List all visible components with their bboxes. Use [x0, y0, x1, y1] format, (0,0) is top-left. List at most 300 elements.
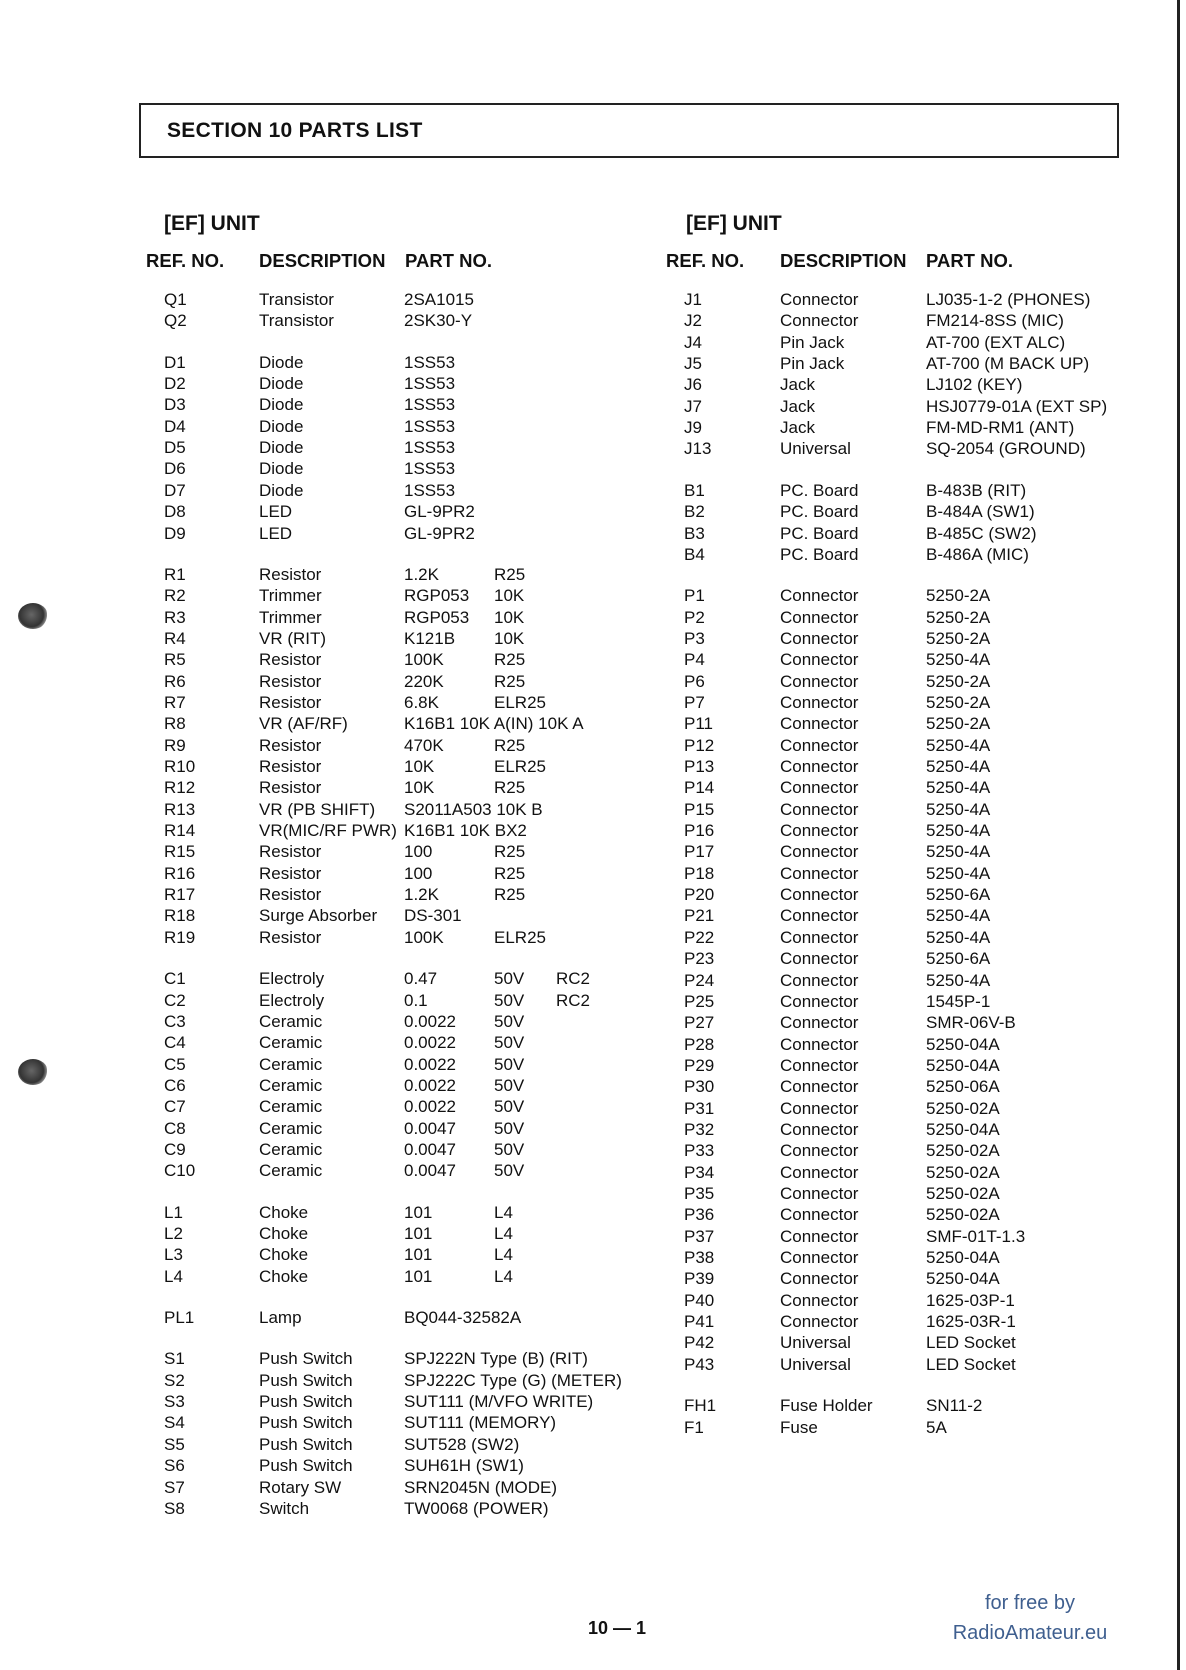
description-cell: Resistor	[259, 757, 322, 776]
table-row	[666, 906, 1166, 928]
part-no-cell: 100	[404, 863, 433, 883]
description-cell: Pin Jack	[780, 332, 845, 352]
table-row	[666, 693, 1166, 715]
part-no-cell: SUT528 (SW2)	[404, 1434, 520, 1454]
part-no-cell: 5250-04A	[926, 1269, 1000, 1289]
table-row	[666, 354, 1166, 376]
table-row	[666, 714, 1166, 736]
table-row	[666, 650, 1166, 672]
table-row	[146, 1076, 646, 1098]
description-cell: Diode	[259, 395, 304, 415]
table-row	[666, 736, 1166, 758]
description-cell: Connector	[780, 1034, 859, 1054]
part-no-cell: 0.0022	[404, 1075, 456, 1095]
part-no-cell: 0.47	[404, 969, 438, 989]
part-no-cell: 101	[404, 1224, 433, 1243]
ref-no-cell: R3	[164, 607, 186, 627]
ref-no-cell: R4	[164, 628, 186, 648]
description-cell: Fuse	[780, 1417, 818, 1437]
table-row	[666, 757, 1166, 779]
ref-no-cell: D2	[164, 374, 186, 394]
part-no-cell: 100K	[404, 650, 444, 670]
table-row	[666, 971, 1166, 993]
ref-no-cell: C5	[164, 1054, 186, 1074]
table-row	[666, 1333, 1166, 1355]
ref-no-cell: L1	[164, 1202, 183, 1222]
part-spec-cell: RC2	[556, 969, 591, 989]
ref-no-cell: C1	[164, 969, 186, 989]
ref-no-cell: R17	[164, 885, 196, 905]
part-no-cell: 6.8K	[404, 692, 439, 712]
table-row	[146, 1349, 646, 1371]
part-no-cell: 5250-4A	[926, 863, 991, 883]
table-row	[146, 1245, 646, 1267]
table-row	[666, 1205, 1166, 1227]
description-cell: Connector	[780, 927, 859, 947]
part-no-cell: 5250-04A	[926, 1119, 1000, 1139]
part-no-cell: DS-301	[404, 906, 462, 926]
ref-no-cell: R5	[164, 650, 186, 670]
table-row	[146, 586, 646, 608]
part-no-cell: 2SK30-Y	[404, 311, 473, 331]
part-spec-cell: 10K	[494, 607, 525, 627]
table-row	[666, 1184, 1166, 1206]
watermark-line2: RadioAmateur.eu	[952, 1622, 1108, 1644]
ref-no-cell: R18	[164, 906, 196, 926]
ref-no-cell: Q2	[164, 311, 187, 331]
part-no-cell: 5250-4A	[926, 970, 991, 990]
part-spec-cell: R25	[494, 885, 526, 905]
description-cell: PC. Board	[780, 523, 859, 543]
table-row	[666, 1355, 1166, 1377]
table-row	[146, 1478, 646, 1500]
table-row	[666, 885, 1166, 907]
ref-no-cell: P16	[684, 821, 715, 841]
description-cell: Switch	[259, 1498, 310, 1518]
ref-no-cell: P37	[684, 1226, 715, 1246]
part-no-cell: 5250-4A	[926, 842, 991, 862]
description-cell: Connector	[780, 714, 859, 734]
part-no-cell: 5250-4A	[926, 821, 991, 841]
part-no-cell: 5250-4A	[926, 735, 991, 755]
part-spec-cell: ELR25	[494, 927, 546, 947]
ref-no-cell: P39	[684, 1269, 715, 1289]
part-no-cell: LED Socket	[926, 1354, 1016, 1374]
description-cell: Connector	[780, 1055, 859, 1075]
ref-no-cell: D5	[164, 438, 186, 458]
description-cell: Diode	[259, 438, 304, 458]
part-no-cell: 5250-04A	[926, 1248, 1000, 1268]
ref-no-cell: D6	[164, 459, 186, 479]
description-cell: Ceramic	[259, 1118, 323, 1138]
description-cell: Jack	[780, 375, 815, 395]
ref-no-cell: R12	[164, 778, 196, 798]
part-spec-cell: 50V	[494, 1118, 525, 1138]
table-row	[666, 842, 1166, 864]
table-row	[146, 1456, 646, 1478]
part-no-cell: 5250-02A	[926, 1184, 1000, 1203]
table-row	[146, 1161, 646, 1183]
description-cell: Choke	[259, 1224, 309, 1243]
part-no-cell: 0.0022	[404, 1054, 456, 1074]
description-cell: Connector	[780, 290, 859, 309]
ref-no-cell: P13	[684, 757, 715, 776]
description-cell: Connector	[780, 1205, 859, 1225]
table-row	[146, 565, 646, 587]
part-no-cell: 5A	[926, 1417, 947, 1437]
watermark	[930, 1588, 1130, 1648]
part-no-cell: SMR-06V-B	[926, 1013, 1016, 1033]
ref-no-cell: P35	[684, 1184, 715, 1203]
part-no-cell: 5250-4A	[926, 799, 991, 819]
table-row	[666, 1035, 1166, 1057]
ref-no-cell: D3	[164, 395, 186, 415]
section-header-box	[139, 103, 1119, 158]
table-row	[146, 864, 646, 886]
description-cell: Connector	[780, 735, 859, 755]
description-cell: Resistor	[259, 863, 322, 883]
ref-no-cell: L3	[164, 1245, 183, 1265]
page-number: 10 — 1	[588, 1618, 647, 1638]
description-cell: Resistor	[259, 927, 322, 947]
table-row	[666, 1163, 1166, 1185]
description-cell: Resistor	[259, 564, 322, 584]
ref-no-cell: D1	[164, 352, 186, 372]
table-row	[146, 757, 646, 779]
part-spec-cell: R25	[494, 735, 526, 755]
table-row	[666, 1077, 1166, 1099]
table-row	[666, 1269, 1166, 1291]
table-row	[666, 1248, 1166, 1270]
table-row	[146, 1267, 646, 1289]
table-row	[146, 1392, 646, 1414]
ref-no-cell: J5	[684, 354, 702, 374]
ref-no-cell: C2	[164, 990, 186, 1010]
part-no-cell: K16B1 10K BX2	[404, 821, 527, 841]
table-row	[146, 311, 646, 333]
ref-no-cell: P2	[684, 607, 705, 627]
description-cell: Resistor	[259, 650, 322, 670]
ref-no-cell: P41	[684, 1312, 715, 1332]
part-no-cell: K121B	[404, 628, 456, 648]
ref-no-cell: P34	[684, 1162, 715, 1182]
header-description: DESCRIPTION	[259, 250, 386, 271]
table-row	[146, 481, 646, 503]
description-cell: Connector	[780, 1119, 859, 1139]
part-spec-cell: ELR25	[494, 757, 546, 776]
description-cell: Connector	[780, 1290, 859, 1310]
description-cell: Diode	[259, 459, 304, 479]
table-row	[146, 1140, 646, 1162]
description-cell: Connector	[780, 607, 859, 627]
table-row	[146, 1413, 646, 1435]
part-no-cell: AT-700 (EXT ALC)	[926, 332, 1066, 352]
table-row	[146, 1203, 646, 1225]
table-row	[666, 545, 1166, 567]
description-cell: Jack	[780, 418, 815, 438]
ref-no-cell: S6	[164, 1456, 185, 1476]
part-no-cell: 5250-02A	[926, 1141, 1000, 1161]
table-row	[146, 842, 646, 864]
description-cell: Connector	[780, 1312, 859, 1332]
ref-no-cell: S7	[164, 1477, 185, 1497]
table-row	[666, 375, 1166, 397]
table-row	[146, 438, 646, 460]
part-no-cell: 100K	[404, 927, 444, 947]
ref-no-cell: S4	[164, 1413, 185, 1433]
part-spec-cell: 50V	[494, 1161, 525, 1181]
part-spec-cell: 50V	[494, 1054, 525, 1074]
part-no-cell: FM214-8SS (MIC)	[926, 311, 1064, 331]
description-cell: PC. Board	[780, 480, 859, 500]
part-no-cell: 5250-2A	[926, 607, 991, 627]
part-no-cell: SUT111 (MEMORY)	[404, 1413, 557, 1433]
header-ref-no: REF. NO.	[146, 250, 225, 271]
table-row	[666, 1141, 1166, 1163]
table-row	[666, 1056, 1166, 1078]
description-cell: Diode	[259, 416, 304, 436]
part-spec-cell: L4	[494, 1224, 513, 1243]
description-cell: Surge Absorber	[259, 906, 378, 926]
description-cell: Push Switch	[259, 1413, 353, 1433]
description-cell: Connector	[780, 991, 859, 1011]
table-row	[146, 885, 646, 907]
ref-no-cell: R7	[164, 692, 186, 712]
part-spec-cell: R25	[494, 842, 526, 862]
part-spec-cell: 50V	[494, 990, 525, 1010]
description-cell: Connector	[780, 799, 859, 819]
part-no-cell: 100	[404, 842, 433, 862]
description-cell: Ceramic	[259, 1054, 323, 1074]
part-no-cell: 10K	[404, 778, 435, 798]
part-no-cell: 0.0047	[404, 1161, 456, 1181]
part-no-cell: 0.0022	[404, 1097, 456, 1117]
description-cell: Connector	[780, 1269, 859, 1289]
part-no-cell: 5250-6A	[926, 885, 991, 905]
ref-no-cell: P6	[684, 671, 705, 691]
part-no-cell: GL-9PR2	[404, 502, 475, 522]
part-no-cell: B-483B (RIT)	[926, 480, 1027, 500]
table-row	[666, 1099, 1166, 1121]
part-spec-cell: 50V	[494, 969, 525, 989]
description-cell: Connector	[780, 1077, 859, 1097]
description-cell: Fuse Holder	[780, 1396, 873, 1416]
description-cell: Connector	[780, 650, 859, 670]
ref-no-cell: R8	[164, 714, 186, 734]
table-row	[146, 650, 646, 672]
part-spec-cell: 50V	[494, 1033, 525, 1053]
ref-no-cell: P17	[684, 842, 715, 862]
part-no-cell: SUT111 (M/VFO WRITE)	[404, 1392, 594, 1412]
header-part-no: PART NO.	[405, 250, 493, 271]
part-no-cell: 5250-4A	[926, 778, 991, 798]
ref-no-cell: S8	[164, 1498, 185, 1518]
table-row	[146, 502, 646, 524]
part-spec-cell: 50V	[494, 1097, 525, 1117]
part-no-cell: SN11-2	[926, 1396, 983, 1416]
table-row	[666, 949, 1166, 971]
ref-no-cell: B2	[684, 502, 705, 522]
description-cell: Universal	[780, 1354, 851, 1374]
description-cell: VR (PB SHIFT)	[259, 799, 376, 819]
table-row	[666, 1312, 1166, 1334]
part-no-cell: LED Socket	[926, 1333, 1016, 1353]
description-cell: Connector	[780, 1141, 859, 1161]
description-cell: Resistor	[259, 671, 322, 691]
ref-no-cell: R16	[164, 863, 196, 883]
ref-no-cell: F1	[684, 1417, 704, 1437]
part-no-cell: 0.0047	[404, 1139, 456, 1159]
part-no-cell: 1SS53	[404, 416, 456, 436]
ref-no-cell: R2	[164, 586, 186, 606]
part-no-cell: SUH61H (SW1)	[404, 1456, 524, 1476]
part-no-cell: 5250-2A	[926, 586, 991, 606]
table-row	[666, 821, 1166, 843]
ref-no-cell: FH1	[684, 1396, 717, 1416]
table-row	[146, 459, 646, 481]
ref-no-cell: P12	[684, 735, 715, 755]
part-no-cell: LJ102 (KEY)	[926, 375, 1023, 395]
description-cell: Electroly	[259, 990, 325, 1010]
part-spec-cell: R25	[494, 564, 526, 584]
part-no-cell: B-486A (MIC)	[926, 544, 1029, 564]
ref-no-cell: L2	[164, 1224, 183, 1243]
table-row	[666, 778, 1166, 800]
description-cell: Resistor	[259, 735, 322, 755]
ref-no-cell: J7	[684, 396, 702, 416]
ref-no-cell: S3	[164, 1392, 185, 1412]
table-row	[666, 1291, 1166, 1313]
part-no-cell: 10K	[404, 757, 435, 776]
part-spec-cell: 10K	[494, 586, 525, 606]
part-no-cell: 5250-02A	[926, 1162, 1000, 1182]
description-cell: Connector	[780, 906, 859, 926]
ref-no-cell: P36	[684, 1205, 715, 1225]
part-no-cell: LJ035-1-2 (PHONES)	[926, 290, 1091, 309]
part-no-cell: 1SS53	[404, 480, 456, 500]
description-cell: LED	[259, 502, 293, 522]
table-row	[666, 1227, 1166, 1249]
part-no-cell: SQ-2054 (GROUND)	[926, 439, 1086, 459]
part-no-cell: 5250-4A	[926, 650, 991, 670]
description-cell: Resistor	[259, 692, 322, 712]
table-row	[146, 693, 646, 715]
table-row	[666, 1396, 1166, 1418]
description-cell: Connector	[780, 949, 859, 969]
ref-no-cell: D8	[164, 502, 186, 522]
part-no-cell: 1SS53	[404, 395, 456, 415]
description-cell: Ceramic	[259, 1033, 323, 1053]
ref-no-cell: J4	[684, 332, 702, 352]
description-cell: Connector	[780, 863, 859, 883]
part-no-cell: B-484A (SW1)	[926, 502, 1035, 522]
description-cell: VR (RIT)	[259, 628, 327, 648]
table-row	[146, 969, 646, 991]
part-spec-cell: R25	[494, 671, 526, 691]
table-row	[146, 1371, 646, 1393]
description-cell: Trimmer	[259, 586, 322, 606]
table-row	[146, 1119, 646, 1141]
part-no-cell: 1SS53	[404, 459, 456, 479]
ref-no-cell: D7	[164, 480, 186, 500]
ref-no-cell: P14	[684, 778, 715, 798]
description-cell: Electroly	[259, 969, 325, 989]
table-row	[146, 800, 646, 822]
description-cell: Trimmer	[259, 607, 322, 627]
description-cell: Resistor	[259, 778, 322, 798]
part-no-cell: 1545P-1	[926, 991, 991, 1011]
description-cell: Lamp	[259, 1308, 302, 1328]
description-cell: Pin Jack	[780, 354, 845, 374]
ref-no-cell: B3	[684, 523, 705, 543]
table-row	[146, 1224, 646, 1246]
ref-no-cell: P43	[684, 1354, 715, 1374]
description-cell: LED	[259, 523, 293, 543]
description-cell: Connector	[780, 671, 859, 691]
ref-no-cell: P18	[684, 863, 715, 883]
table-row	[146, 1055, 646, 1077]
description-cell: Connector	[780, 586, 859, 606]
description-cell: Connector	[780, 628, 859, 648]
table-row	[666, 333, 1166, 355]
ref-no-cell: S1	[164, 1349, 185, 1369]
description-cell: PC. Board	[780, 502, 859, 522]
description-cell: Ceramic	[259, 1011, 323, 1031]
part-spec-cell: L4	[494, 1202, 513, 1222]
part-no-cell: FM-MD-RM1 (ANT)	[926, 418, 1075, 438]
description-cell: Connector	[780, 1184, 859, 1203]
description-cell: Connector	[780, 1013, 859, 1033]
part-no-cell: 5250-4A	[926, 757, 991, 776]
ref-no-cell: P31	[684, 1098, 715, 1118]
table-row	[146, 778, 646, 800]
part-no-cell: B-485C (SW2)	[926, 523, 1037, 543]
table-row	[146, 1435, 646, 1457]
part-no-cell: 1SS53	[404, 374, 456, 394]
description-cell: Connector	[780, 1248, 859, 1268]
table-row	[146, 395, 646, 417]
ref-no-cell: J9	[684, 418, 702, 438]
part-no-cell: 5250-2A	[926, 692, 991, 712]
table-row	[146, 374, 646, 396]
part-no-cell: 101	[404, 1266, 433, 1286]
description-cell: Choke	[259, 1245, 309, 1265]
description-cell: Transistor	[259, 311, 334, 331]
table-row	[666, 502, 1166, 524]
description-cell: Connector	[780, 842, 859, 862]
table-row	[666, 1418, 1166, 1440]
part-no-cell: GL-9PR2	[404, 523, 475, 543]
part-spec-cell: R25	[494, 863, 526, 883]
ref-no-cell: C6	[164, 1075, 186, 1095]
ref-no-cell: Q1	[164, 290, 187, 309]
description-cell: Universal	[780, 439, 851, 459]
part-no-cell: 1.2K	[404, 885, 439, 905]
description-cell: Connector	[780, 1162, 859, 1182]
ref-no-cell: P28	[684, 1034, 715, 1054]
ref-no-cell: C8	[164, 1118, 186, 1138]
part-spec-cell: RC2	[556, 990, 591, 1010]
table-row	[146, 1097, 646, 1119]
ref-no-cell: P21	[684, 906, 715, 926]
description-cell: Push Switch	[259, 1434, 353, 1454]
description-cell: Push Switch	[259, 1349, 353, 1369]
part-spec-cell: 10K	[494, 628, 525, 648]
ref-no-cell: P3	[684, 628, 705, 648]
ref-no-cell: P40	[684, 1290, 715, 1310]
table-row	[146, 1012, 646, 1034]
table-row	[146, 608, 646, 630]
